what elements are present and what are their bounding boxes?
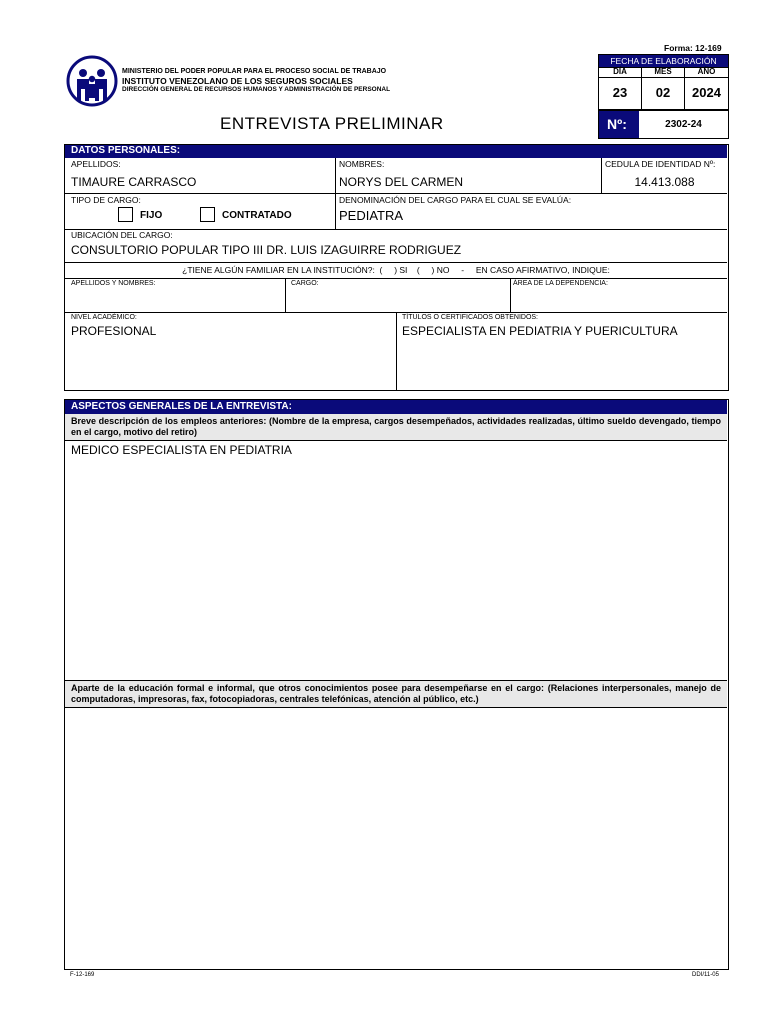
fam-cargo-label: CARGO: xyxy=(291,280,319,287)
contratado-label: CONTRATADO xyxy=(222,210,292,221)
ano-value: 2024 xyxy=(692,85,721,100)
nombres-value[interactable]: NORYS DEL CARMEN xyxy=(339,175,464,189)
titulos-label: TÍTULOS O CERTIFICADOS OBTENIDOS: xyxy=(402,314,538,321)
ivss-logo xyxy=(66,55,118,107)
dia-value: 23 xyxy=(612,85,628,100)
aspectos-title: ASPECTOS GENERALES DE LA ENTREVISTA: xyxy=(65,400,727,414)
numero-box xyxy=(598,110,729,139)
fijo-checkbox[interactable] xyxy=(118,207,133,222)
ubicacion-value[interactable]: CONSULTORIO POPULAR TIPO III DR. LUIS IZAGUIRRE RODRIGUEZ xyxy=(71,243,462,257)
contratado-checkbox[interactable] xyxy=(200,207,215,222)
footer-code-left: F-12-169 xyxy=(70,972,95,978)
dia-label: DÍA xyxy=(613,67,627,76)
apellidos-value[interactable]: TIMAURE CARRASCO xyxy=(71,175,197,189)
ministry-line: MINISTERIO DEL PODER POPULAR PARA EL PROCESO SOCIAL DE TRABAJO xyxy=(122,68,387,75)
numero-label: Nº: xyxy=(599,111,639,138)
fecha-box xyxy=(598,54,729,110)
numero-value: 2302-24 xyxy=(665,119,702,130)
familiar-question: ¿TIENE ALGÚN FAMILIAR EN LA INSTITUCIÓN?: ( ) SI ( ) NO - EN CASO AFIRMATIVO, INDIQUE: xyxy=(182,265,610,275)
page-title: ENTREVISTA PRELIMINAR xyxy=(220,114,444,133)
apellidos-label: APELLIDOS: xyxy=(71,159,121,169)
otros-conocimientos-answer[interactable] xyxy=(71,712,721,962)
empleos-anteriores-answer[interactable]: MEDICO ESPECIALISTA EN PEDIATRIA xyxy=(71,443,292,457)
fam-area-label: ÁREA DE LA DEPENDENCIA: xyxy=(513,280,608,287)
titulos-value[interactable]: ESPECIALISTA EN PEDIATRIA Y PUERICULTURA xyxy=(402,324,678,338)
datos-personales-section xyxy=(64,144,729,391)
cedula-label: CEDULA DE IDENTIDAD Nº: xyxy=(605,159,716,169)
nivel-label: NIVEL ACADÉMICO: xyxy=(71,314,137,321)
fijo-label: FIJO xyxy=(140,210,163,221)
footer-code-right: DDI/11-05 xyxy=(692,972,719,978)
mes-label: MES xyxy=(654,67,672,76)
tipo-cargo-label: TIPO DE CARGO: xyxy=(71,195,141,205)
otros-conocimientos-question: Aparte de la educación formal e informal, que otros conocimientos posee para desempeñarse en el cargo: (Relaciones interpersonales, manejo de computadoras, impresoras, fax, fotocopiadoras, centrales telefónicas, atención al público, etc.) xyxy=(65,680,727,708)
direction-line: DIRECCIÓN GENERAL DE RECURSOS HUMANOS Y ADMINISTRACIÓN DE PERSONAL xyxy=(122,86,391,93)
ano-label: AÑO xyxy=(697,67,716,76)
aspectos-section xyxy=(64,399,729,970)
nombres-label: NOMBRES: xyxy=(339,159,385,169)
denominacion-value[interactable]: PEDIATRA xyxy=(339,208,404,223)
institute-line: INSTITUTO VENEZOLANO DE LOS SEGUROS SOCIALES xyxy=(122,76,353,86)
form-number: Forma: 12-169 xyxy=(664,43,722,53)
mes-value: 02 xyxy=(655,85,671,100)
datos-personales-title: DATOS PERSONALES: xyxy=(65,145,727,158)
nivel-value[interactable]: PROFESIONAL xyxy=(71,324,157,338)
cedula-value[interactable]: 14.413.088 xyxy=(634,175,695,189)
ubicacion-label: UBICACIÓN DEL CARGO: xyxy=(71,230,173,240)
denominacion-label: DENOMINACIÓN DEL CARGO PARA EL CUAL SE EVALÚA: xyxy=(339,195,572,205)
empleos-anteriores-question: Breve descripción de los empleos anteriores: (Nombre de la empresa, cargos desempeñados, actividades realizadas, último sueldo devengado, tiempo en el cargo, motivo del retiro) xyxy=(65,414,727,441)
fam-apellidos-label: APELLIDOS Y NOMBRES: xyxy=(71,280,156,287)
fecha-label: FECHA DE ELABORACIÓN xyxy=(599,55,728,67)
